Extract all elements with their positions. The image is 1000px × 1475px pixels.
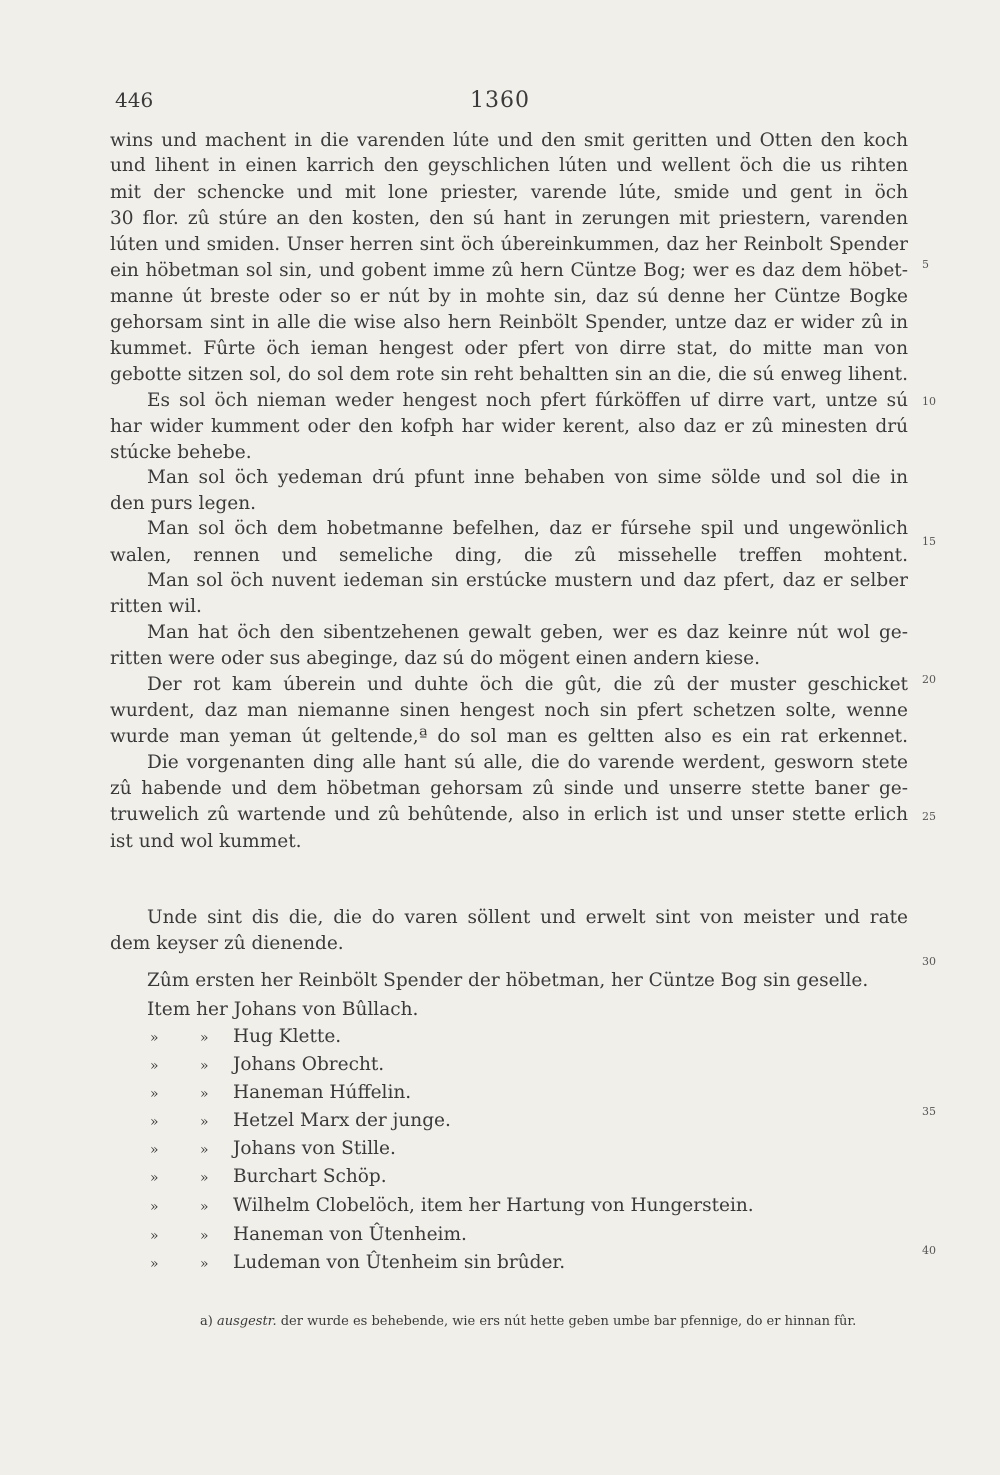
ditto-mark: » <box>200 1086 209 1102</box>
line-number: 15 <box>922 535 936 548</box>
line-number: 40 <box>922 1244 936 1257</box>
ditto-mark: » <box>200 1030 209 1046</box>
body-line: und lihent in einen karrich den geyschlichen lúten und wellent öch die us rihten <box>110 155 908 176</box>
body-line: gebotte sitzen sol, do sol dem rote sin reht behaltten sin an die, die sú enweg lihent. <box>110 364 908 385</box>
body-line: lúten und smiden. Unser herren sint öch úbereinkummen, daz her Reinbolt Spender <box>110 234 908 255</box>
body-line: kummet. Fûrte öch ieman hengest oder pfert von dirre stat, do mitte man von <box>110 338 908 359</box>
ditto-mark: » <box>150 1142 159 1158</box>
page-number: 446 <box>115 88 154 112</box>
line-number: 25 <box>922 810 936 823</box>
ditto-mark: » <box>200 1142 209 1158</box>
body-line: wurdent, daz man niemanne sinen hengest noch sin pfert schetzen solte, wenne <box>110 700 908 721</box>
body-line: 30 flor. zû stúre an den kosten, den sú hant in zerungen mit priestern, varenden <box>110 208 908 229</box>
body-line: ist und wol kummet. <box>110 831 302 852</box>
body-line: ritten were oder sus abeginge, daz sú do mögent einen andern kiese. <box>110 648 760 669</box>
list-name: Hug Klette. <box>233 1026 342 1047</box>
footnote-mark: a) <box>200 1314 213 1329</box>
ditto-mark: » <box>200 1170 209 1186</box>
line-number: 35 <box>922 1105 936 1118</box>
ditto-mark: » <box>150 1086 159 1102</box>
body-line: stúcke behebe. <box>110 442 252 463</box>
body-line: ritten wil. <box>110 596 202 617</box>
body-line: dem keyser zû dienende. <box>110 933 344 954</box>
ditto-mark: » <box>150 1058 159 1074</box>
line-number: 30 <box>922 955 936 968</box>
body-line: manne út breste oder so er nút by in mohte sin, daz sú denne her Cüntze Bogke <box>110 286 908 307</box>
list-name: Johans Obrecht. <box>233 1054 385 1075</box>
body-line: Es sol öch nieman weder hengest noch pfert fúrköffen uf dirre vart, untze sú <box>147 390 908 411</box>
footnote-text: der wurde es behebende, wie ers nút hette geben umbe bar pfennige, do er hinnan fûr. <box>280 1314 857 1329</box>
ditto-mark: » <box>150 1199 159 1215</box>
body-line: Zûm ersten her Reinbölt Spender der höbetman, her Cüntze Bog sin geselle. <box>147 970 869 991</box>
body-line: ein höbetman sol sin, und gobent imme zû hern Cüntze Bog; wer es daz dem höbet- <box>110 260 908 281</box>
ditto-mark: » <box>200 1199 209 1215</box>
body-line: har wider kumment oder den kofph har wider kerent, also daz er zû minesten drú <box>110 416 908 437</box>
body-line: den purs legen. <box>110 493 257 514</box>
body-line: mit der schencke und mit lone priester, varende lúte, smide und gent in öch <box>110 182 908 203</box>
list-name: Burchart Schöp. <box>233 1166 387 1187</box>
ditto-mark: » <box>200 1228 209 1244</box>
ditto-mark: » <box>150 1030 159 1046</box>
body-line: truwelich zû wartende und zû behûtende, also in erlich ist und unser stette erlich <box>110 804 908 825</box>
ditto-mark: » <box>150 1114 159 1130</box>
body-line: Item her Johans von Bûllach. <box>147 999 419 1020</box>
year-heading: 1360 <box>470 88 530 113</box>
list-name: Haneman Húffelin. <box>233 1082 412 1103</box>
body-line: walen, rennen und semeliche ding, die zû missehelle treffen mohtent. <box>110 545 908 566</box>
body-line: Unde sint dis die, die do varen söllent und erwelt sint von meister und rate <box>147 907 908 928</box>
ditto-mark: » <box>200 1256 209 1272</box>
body-line: wins und machent in die varenden lúte und den smit geritten und Otten den koch <box>110 130 908 151</box>
list-name: Johans von Stille. <box>233 1138 396 1159</box>
line-number: 5 <box>922 258 929 271</box>
body-line: gehorsam sint in alle die wise also hern Reinbölt Spender, untze daz er wider zû in <box>110 312 908 333</box>
footnote <box>200 1314 856 1329</box>
line-number: 10 <box>922 395 936 408</box>
body-line: zû habende und dem höbetman gehorsam zû sinde und unserre stette baner ge- <box>110 778 908 799</box>
body-line: Man hat öch den sibentzehenen gewalt geben, wer es daz keinre nút wol ge- <box>147 622 908 643</box>
body-line: wurde man yeman út geltende,ª do sol man es geltten also es ein rat erkennet. <box>110 726 908 747</box>
ditto-mark: » <box>150 1170 159 1186</box>
ditto-mark: » <box>200 1114 209 1130</box>
list-name: Ludeman von Ûtenheim sin brûder. <box>233 1252 566 1273</box>
body-line: Man sol öch nuvent iedeman sin erstúcke mustern und daz pfert, daz er selber <box>147 570 908 591</box>
list-name: Hetzel Marx der junge. <box>233 1110 451 1131</box>
ditto-mark: » <box>200 1058 209 1074</box>
ditto-mark: » <box>150 1228 159 1244</box>
ditto-mark: » <box>150 1256 159 1272</box>
body-line: Man sol öch dem hobetmanne befelhen, daz er fúrsehe spil und ungewönlich <box>147 518 908 539</box>
footnote-abbreviation: ausgestr. <box>216 1314 277 1329</box>
line-number: 20 <box>922 673 936 686</box>
body-line: Man sol öch yedeman drú pfunt inne behaben von sime sölde und sol die in <box>147 467 908 488</box>
body-line: Die vorgenanten ding alle hant sú alle, die do varende werdent, gesworn stete <box>147 752 908 773</box>
list-name: Haneman von Ûtenheim. <box>233 1224 467 1245</box>
body-line: Der rot kam úberein und duhte öch die gût, die zû der muster geschicket <box>147 674 908 695</box>
list-name: Wilhelm Clobelöch, item her Hartung von Hungerstein. <box>233 1195 754 1216</box>
